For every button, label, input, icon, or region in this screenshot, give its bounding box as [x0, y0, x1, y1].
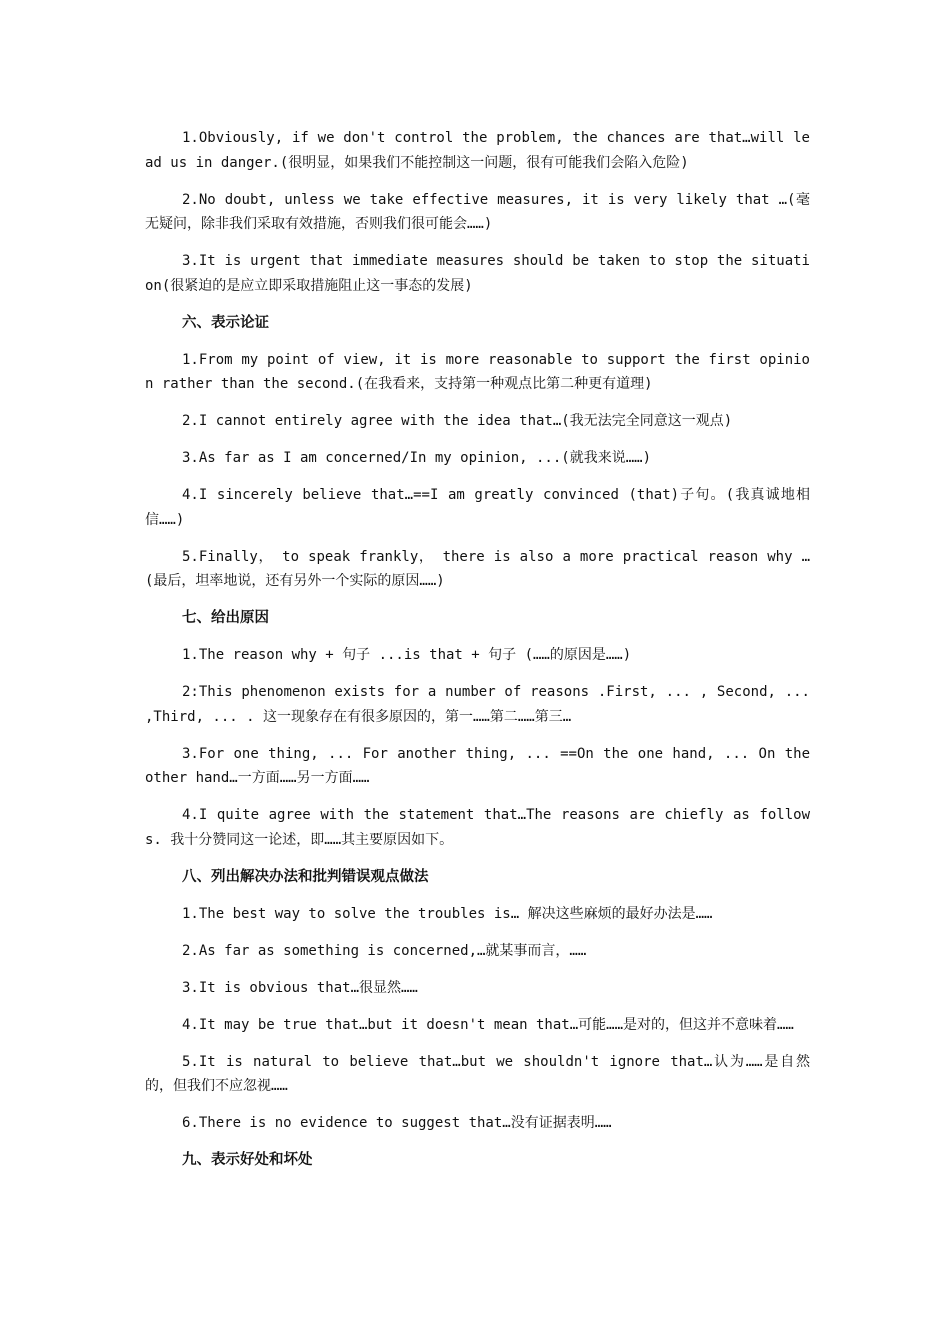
- paragraph: 3.It is obvious that…很显然……: [182, 979, 418, 996]
- paragraph: 2.I cannot entirely agree with the idea that…(我无法完全同意这一观点): [182, 413, 733, 429]
- paragraph: 2.No doubt, unless we take effective measures, it is very likely that …(毫无疑问，除非我们采取有效措施，否则我们很可能会……): [145, 191, 810, 232]
- paragraph: 2.As far as something is concerned,…就某事而言，……: [182, 942, 587, 959]
- paragraph: 2:This phenomenon exists for a number of reasons .First, ... , Second, ... ,Third, ... . 这一现象存在有很多原因的，第一……第二……第三…: [145, 684, 810, 725]
- section-heading: 九、表示好处和坏处: [182, 1152, 313, 1168]
- paragraph: 3.As far as I am concerned/In my opinion, ...(就我来说……): [182, 450, 652, 466]
- paragraph: 4.I sincerely believe that…==I am greatly convinced (that)子句。(我真诚地相信……): [145, 487, 810, 528]
- paragraph: 4.It may be true that…but it doesn't mean that…可能……是对的，但这并不意味着……: [182, 1016, 794, 1033]
- paragraph: 4.I quite agree with the statement that…The reasons are chiefly as follows. 我十分赞同这一论述，即……其主要原因如下。: [145, 807, 810, 848]
- paragraph: 1.The best way to solve the troubles is… 解决这些麻烦的最好办法是……: [182, 905, 713, 922]
- paragraph: 6.There is no evidence to suggest that…没有证据表明……: [182, 1115, 612, 1131]
- paragraph: 5.It is natural to believe that…but we shouldn't ignore that…认为……是自然的，但我们不应忽视……: [145, 1053, 810, 1094]
- paragraph: 1.From my point of view, it is more reasonable to support the first opinion rather than the second.(在我看来，支持第一种观点比第二种更有道理): [145, 351, 810, 392]
- paragraph: 3.For one thing, ... For another thing, ... ==On the one hand, ... On the other hand…一方面……另一方面……: [145, 745, 810, 786]
- section-heading: 七、给出原因: [182, 610, 269, 626]
- paragraph: 3.It is urgent that immediate measures should be taken to stop the situation(很紧迫的是应立即采取措施阻止这一事态的发展): [145, 253, 810, 294]
- paragraph: 1.Obviously, if we don't control the problem, the chances are that…will lead us in danger.(很明显，如果我们不能控制这一问题，很有可能我们会陷入危险): [145, 130, 810, 171]
- paragraph: 1.The reason why + 句子 ...is that + 句子 (……的原因是……): [182, 647, 632, 663]
- paragraph: 5.Finally， to speak frankly， there is also a more practical reason why …(最后，坦率地说，还有另外一个实际的原因……): [145, 548, 810, 589]
- document-body: [145, 126, 810, 1185]
- section-heading: 八、列出解决办法和批判错误观点做法: [182, 868, 429, 885]
- section-heading: 六、表示论证: [182, 314, 269, 331]
